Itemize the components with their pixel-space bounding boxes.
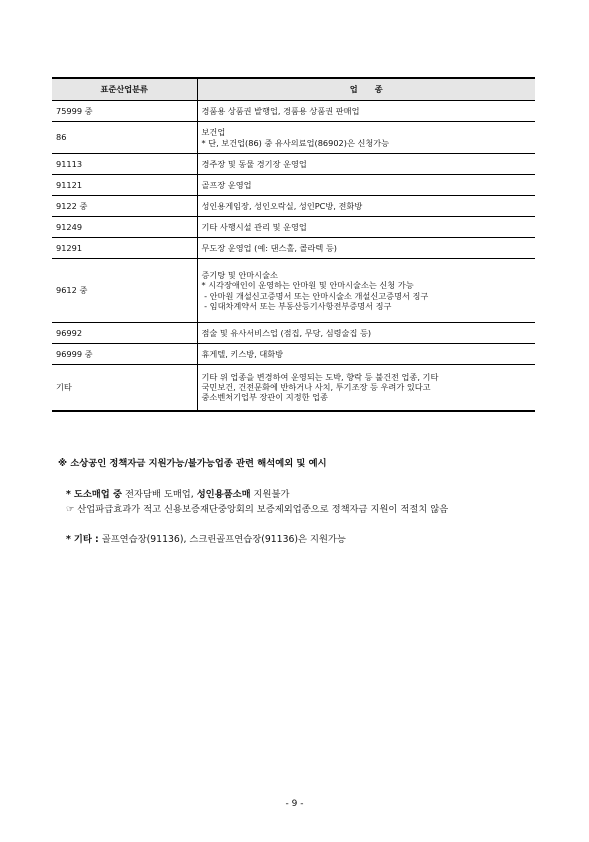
description-line: 골프장 운영업 [201,179,252,190]
description-line: 성인용게임장, 성인오락실, 성인PC방, 전화방 [201,200,363,211]
description-line: 기타 사행시설 관리 및 운영업 [201,221,307,232]
industry-code: 96999 중 [52,344,197,365]
table-row [52,175,535,196]
industry-code: 91121 [52,175,197,196]
notes-heading: ※ 소상공인 정책자금 지원가능/불가능업종 관련 해석예외 및 예시 [58,458,327,469]
description-line: 점술 및 유사서비스업 (점집, 무당, 심령술집 등) [201,327,372,338]
description-line: 국민보건, 건전문화에 반하거나 사치, 투기조장 등 우려가 있다고 [201,382,431,393]
description-line: 경주장 및 동물 경기장 운영업 [201,158,307,169]
description-line: 휴게텔, 키스방, 대화방 [201,348,284,359]
industry-code: 91113 [52,154,197,175]
interpretation-notes [58,458,548,545]
note-text-other: 골프연습장(91136), 스크린골프연습장(91136)은 지원가능 [98,534,346,545]
table-row [52,323,535,344]
page-number: - 9 - [285,799,304,809]
table-row [52,122,535,154]
note-item-wholesale [66,489,289,501]
description-line: - 임대차계약서 또는 부동산등기사항전부증명서 징구 [201,300,392,311]
table-row [52,259,535,323]
description-line: 중소벤처기업부 장관이 지정한 업종 [201,392,328,403]
industry-description [197,259,535,323]
industry-code: 91291 [52,238,197,259]
industry-description [197,154,535,175]
note-label-other: 기타 : [73,534,99,545]
description-line: 보건업 [201,127,226,138]
description-line: 기타 위 업종을 변경하여 운영되는 도박, 향락 등 불건전 업종, 기타 [201,371,439,382]
industry-description [197,323,535,344]
description-line: 무도장 운영업 (예: 댄스홀, 콜라텍 등) [201,242,337,253]
header-classification: 표준산업분류 [52,78,197,101]
header-industry: 업 종 [197,78,535,101]
industry-description [197,196,535,217]
industry-code: 9612 중 [52,259,197,323]
industry-description [197,344,535,365]
industry-code: 86 [52,122,197,154]
industry-description [197,365,535,411]
restricted-industry-table [52,77,535,412]
description-line: 증기탕 및 안마시술소 [201,270,278,280]
table-row [52,101,535,122]
industry-code: 75999 중 [56,105,93,116]
industry-code: 96992 [52,323,197,344]
table-row [52,154,535,175]
description-line: 경품용 상품권 발행업, 경품용 상품권 판매업 [201,105,360,116]
industry-code: 9122 중 [52,196,197,217]
table-row [52,365,535,411]
industry-code: 기타 [52,365,197,411]
note-label-adult-goods: 성인용품소매 [196,489,251,500]
description-line: - 안마원 개설신고증명서 또는 안마시술소 개설신고증명서 징구 [201,290,429,301]
industry-description [197,175,535,196]
description-line: * 단, 보건업(86) 중 유사의료업(86902)은 신청가능 [201,137,390,148]
table-row [52,238,535,259]
note-reason: ☞ 산업파급효과가 적고 신용보증재단중앙회의 보증제외업종으로 정책자금 지원이 적절치 않음 [66,504,449,515]
description-line: * 시각장애인이 운영하는 안마원 및 안마시술소는 신청 가능 [201,280,414,291]
table-row [52,344,535,365]
table-row [52,217,535,238]
industry-code: 91249 [52,217,197,238]
note-label-wholesale: 도소매업 중 [73,489,122,500]
industry-description [197,122,535,154]
note-text-unsupported: 지원불가 [250,489,290,500]
industry-description [197,217,535,238]
industry-description [197,238,535,259]
note-text-wholesale: 전자담배 도매업, [122,489,197,500]
table-row [52,196,535,217]
note-bullet: * [66,534,71,545]
note-item-other [66,534,346,546]
table-header-row [52,78,535,101]
industry-description [197,101,535,122]
note-bullet: * [66,489,71,500]
